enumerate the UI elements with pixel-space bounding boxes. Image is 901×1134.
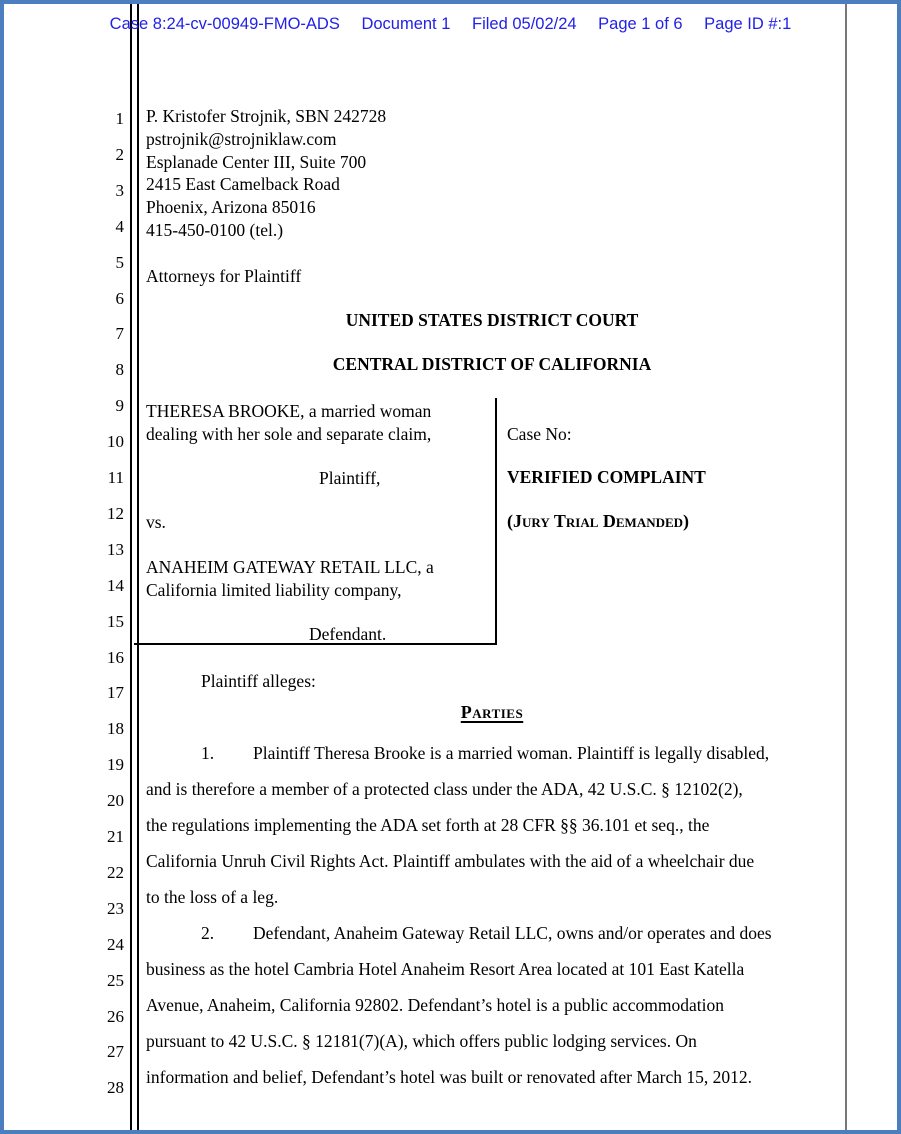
- line-number: 20: [107, 791, 124, 811]
- line-number: 2: [115, 144, 124, 164]
- line-number: 23: [107, 898, 124, 918]
- defendant-designation: Defendant.: [309, 624, 387, 644]
- case-number-label: Case No:: [507, 424, 572, 444]
- paragraph-line: Avenue, Anaheim, California 92802. Defendant’s hotel is a public accommodation: [146, 995, 724, 1015]
- text-line: THERESA BROOKE, a married woman: [146, 401, 432, 421]
- line-number: 12: [107, 503, 124, 523]
- text-line: California limited liability company,: [146, 580, 402, 600]
- line-number: 15: [107, 611, 124, 631]
- text-line: dealing with her sole and separate claim,: [146, 424, 432, 444]
- line-number: 13: [107, 539, 124, 559]
- caption-box: [134, 398, 497, 645]
- line-number: 25: [107, 970, 124, 990]
- line-number: 24: [107, 934, 124, 954]
- line-number: 3: [115, 180, 124, 200]
- line-number: 11: [107, 468, 124, 487]
- text-line: Esplanade Center III, Suite 700: [146, 151, 367, 172]
- header-document-number: Document 1: [361, 15, 451, 33]
- paragraph-number: 1.: [201, 743, 215, 763]
- line-number: 22: [107, 862, 124, 882]
- plaintiff-name-block: [146, 400, 431, 446]
- line-number: 7: [115, 324, 124, 344]
- paragraph-line: the regulations implementing the ADA set forth at 28 CFR §§ 36.101 et seq., the: [146, 815, 710, 835]
- line-number: 18: [107, 719, 124, 739]
- document-title: VERIFIED COMPLAINT: [507, 467, 706, 487]
- line-number: 27: [107, 1042, 124, 1062]
- line-number: 1: [115, 109, 124, 128]
- header-page-id: Page ID #:1: [704, 15, 792, 33]
- defendant-name-block: [146, 556, 434, 602]
- plaintiff-designation: Plaintiff,: [319, 468, 381, 488]
- text-line: ANAHEIM GATEWAY RETAIL LLC, a: [146, 557, 434, 577]
- line-number: 26: [107, 1006, 124, 1026]
- line-number: 16: [107, 647, 124, 667]
- paragraph-line: to the loss of a leg.: [146, 887, 279, 907]
- text-line: 415-450-0100 (tel.): [146, 219, 284, 240]
- header-filed-date: Filed 05/02/24: [472, 15, 577, 33]
- attorney-block: [146, 105, 386, 242]
- line-number: 14: [107, 575, 124, 595]
- line-number: 19: [107, 755, 124, 775]
- header-page-count: Page 1 of 6: [598, 15, 683, 33]
- text-line: 2415 East Camelback Road: [146, 174, 340, 195]
- text-line: pstrojnik@strojniklaw.com: [146, 128, 337, 149]
- paragraph-line: and is therefore a member of a protected class under the ADA, 42 U.S.C. § 12102(2),: [146, 779, 743, 799]
- line-number: 6: [115, 288, 124, 308]
- line-number: 4: [115, 216, 124, 236]
- pdf-stamp-header: [0, 15, 901, 34]
- line-number: 21: [107, 827, 124, 846]
- paragraph-line: California Unruh Civil Rights Act. Plaintiff ambulates with the aid of a wheelchair due: [146, 851, 755, 871]
- text-line: P. Kristofer Strojnik, SBN 242728: [146, 106, 387, 126]
- line-number: 17: [107, 683, 124, 703]
- section-heading-text: Parties: [460, 702, 524, 722]
- court-title: UNITED STATES DISTRICT COURT: [345, 310, 639, 330]
- line-number: 5: [115, 252, 124, 272]
- paragraph-line: information and belief, Defendant’s hotel was built or renovated after March 15, 2012.: [146, 1067, 752, 1087]
- line-number: 8: [115, 360, 124, 380]
- line-number: 28: [107, 1078, 124, 1098]
- paragraph-line: 2. Defendant, Anaheim Gateway Retail LLC, owns and/or operates and does: [201, 923, 772, 943]
- paragraph-line: business as the hotel Cambria Hotel Anaheim Resort Area located at 101 East Katella: [146, 959, 745, 979]
- section-heading-parties: [146, 702, 838, 723]
- header-case-number: Case 8:24-cv-00949-FMO-ADS: [109, 15, 340, 33]
- paragraph-number: 2.: [201, 923, 215, 943]
- body-intro: Plaintiff alleges:: [201, 671, 316, 691]
- paragraph-line: 1. Plaintiff Theresa Brooke is a married woman. Plaintiff is legally disabled,: [201, 743, 770, 763]
- paragraph-line: pursuant to 42 U.S.C. § 12181(7)(A), which offers public lodging services. On: [146, 1031, 697, 1051]
- text-line: Phoenix, Arizona 85016: [146, 197, 316, 218]
- line-number: 9: [115, 396, 124, 416]
- versus-label: vs.: [146, 512, 166, 532]
- line-number: 10: [107, 432, 124, 452]
- court-district: CENTRAL DISTRICT OF CALIFORNIA: [332, 354, 652, 374]
- attorney-role-line: Attorneys for Plaintiff: [146, 266, 302, 286]
- jury-demand-label: (Jury Trial Demanded): [507, 511, 690, 531]
